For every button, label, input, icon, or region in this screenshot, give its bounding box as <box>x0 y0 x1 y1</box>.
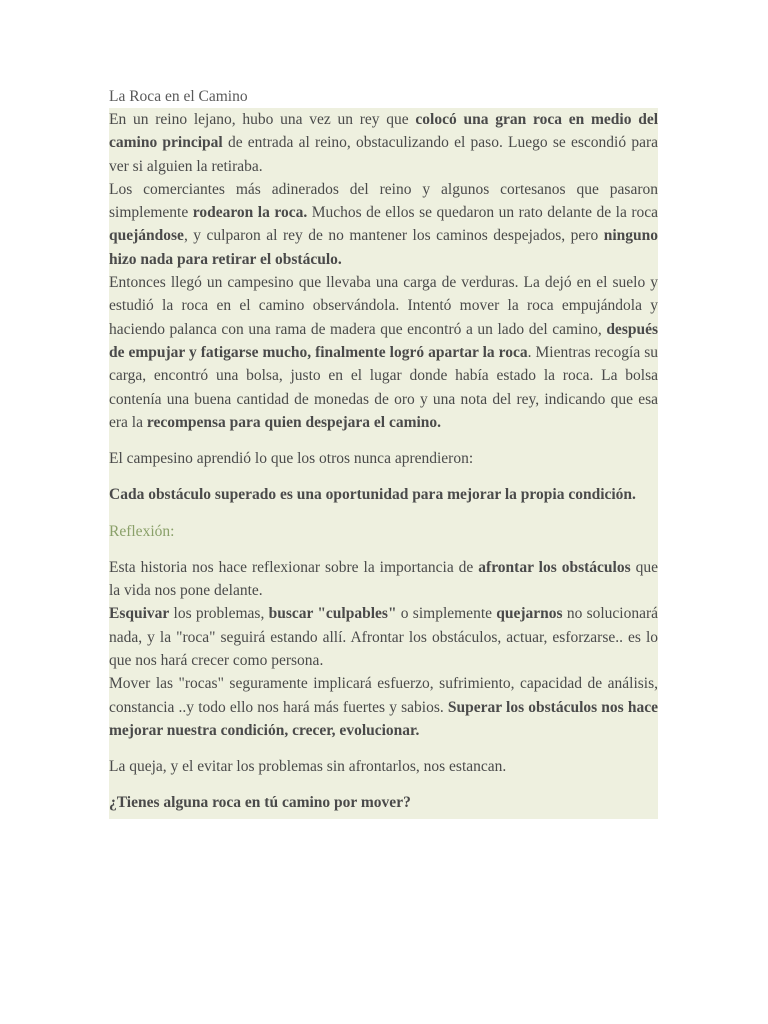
paragraph-reflect <box>109 556 658 603</box>
bold-run: afrontar los obstáculos <box>478 558 631 576</box>
bold-run: quejándose <box>109 227 184 245</box>
text-run: En un reino lejano, hubo una vez un rey que <box>109 111 416 128</box>
text-run: que la vida nos pone delante. <box>109 558 658 600</box>
text-run: , y culparon al rey de no mantener los caminos despejados, pero <box>183 227 604 245</box>
spacer <box>109 543 658 556</box>
bold-run: buscar "culpables" <box>268 605 397 623</box>
paragraph-learned: El campesino aprendió lo que los otros nunca aprendieron: <box>109 450 474 468</box>
bold-run: Superar los obstáculos nos hace mejorar nuestra condición, crecer, evolucionar. <box>109 698 658 739</box>
bold-run: colocó una gran roca en medio del camino principal <box>109 111 659 152</box>
bold-run: quejarnos <box>496 605 563 623</box>
text-run: Mover las "rocas" seguramente implicará esfuerzo, sufrimiento, capacidad de análisis, constancia ..y todo ello nos hará más fuertes y sabios. <box>109 675 658 716</box>
bold-run: después de empujar y fatigarse mucho, finalmente logró apartar la roca <box>109 320 658 361</box>
text-run: o simplemente <box>396 605 497 623</box>
text-run: no solucionará nada, y la "roca" seguirá estando allí. Afrontar los obstáculos, actuar, esforzarse.. es lo que nos hará crecer como persona. <box>109 605 659 669</box>
paragraph-avoid <box>109 602 658 672</box>
text-run: los problemas, <box>169 605 269 623</box>
story-block <box>109 108 658 819</box>
bold-run: ¿Tienes alguna roca en tú camino por mover? <box>109 794 411 812</box>
spacer <box>109 470 658 483</box>
paragraph-move-rocks <box>109 672 658 742</box>
text-run: . Mientras recogía su carga, encontró una bolsa, justo en el lugar donde había estado la roca. La bolsa contenía una buena cantidad de monedas de oro y una nota del rey, indicando que esa era la <box>109 343 658 431</box>
paragraph-moral <box>109 483 658 506</box>
spacer <box>109 815 658 819</box>
paragraph-question <box>109 791 658 814</box>
text-run: Esta historia nos hace reflexionar sobre la importancia de <box>109 558 479 576</box>
text-run: Muchos de ellos se quedaron un rato delante de la roca <box>307 204 659 222</box>
text-run: Los comerciantes más adinerados del reino y algunos cortesanos que pasaron simplemente <box>109 180 658 222</box>
bold-run: rodearon la roca. <box>192 204 308 222</box>
text-run: de entrada al reino, obstaculizando el paso. Luego se escondió para ver si alguien la retiraba. <box>109 134 658 175</box>
paragraph-merchants <box>109 178 658 271</box>
paragraph-king-rock <box>109 108 658 178</box>
document-title: La Roca en el Camino <box>109 88 248 105</box>
document-page <box>109 86 658 819</box>
text-run: Entonces llegó un campesino que llevaba una carga de verduras. La dejó en el suelo y estudió la roca en el camino observándola. Intentó mover la roca empujándola y haciendo palanca con una rama de madera que encontró a un lado del camino, <box>109 274 658 338</box>
spacer <box>109 434 658 447</box>
bold-run: Esquivar <box>109 605 170 623</box>
reflexion-heading: Reflexión: <box>109 522 175 540</box>
bold-run: Cada obstáculo superado es una oportunidad para mejorar la propia condición. <box>109 486 636 504</box>
paragraph-peasant <box>109 271 658 434</box>
bold-run: ninguno hizo nada para retirar el obstáculo. <box>109 227 658 268</box>
spacer <box>109 507 658 520</box>
paragraph-complaint: La queja, y el evitar los problemas sin afrontarlos, nos estancan. <box>109 758 507 776</box>
bold-run: recompensa para quien despejara el camino. <box>146 413 442 431</box>
spacer <box>109 742 658 755</box>
spacer <box>109 778 658 791</box>
